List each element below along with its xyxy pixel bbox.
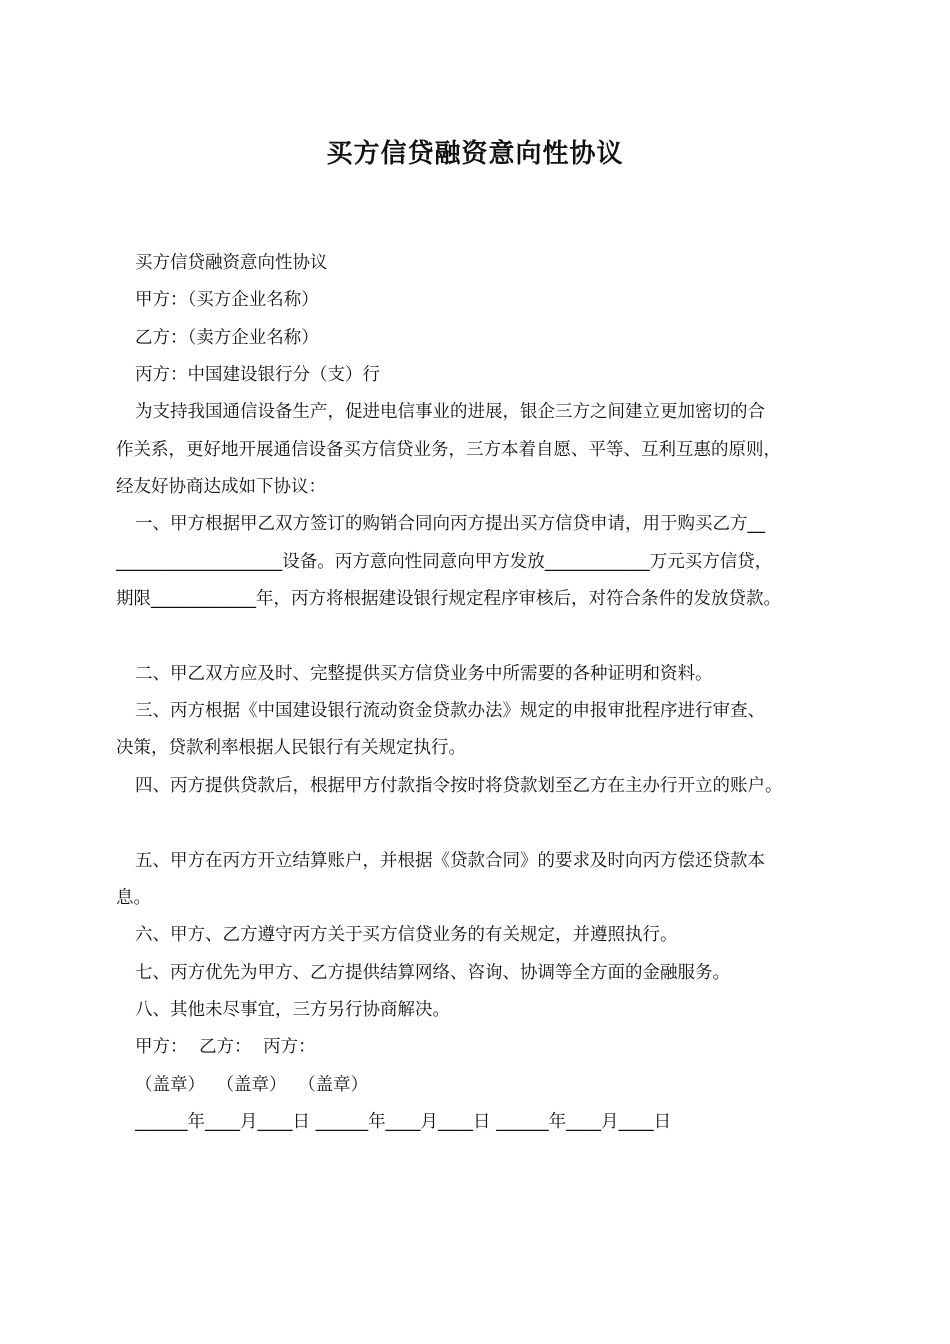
party-b: 乙方：（卖方企业名称） [135,328,319,348]
clause-8: 八、其他未尽事宜，三方另行协商解决。 [135,1000,450,1020]
intro-line-2: 作关系，更好地开展通信设备买方信贷业务，三方本着自愿、平等、互利互惠的原则， [116,440,781,460]
signature-parties: 甲方： 乙方： 丙方： [135,1037,316,1057]
clause-7: 七、丙方优先为甲方、乙方提供结算网络、咨询、协调等全方面的金融服务。 [135,963,730,983]
clause-6: 六、甲方、乙方遵守丙方关于买方信贷业务的有关规定，并遵照执行。 [135,925,678,945]
clause-1-line-2: ___________________设备。丙方意向性同意向甲方发放____________万元买方信贷， [116,552,773,572]
party-a: 甲方：（买方企业名称） [135,290,319,310]
clause-3-line-1: 三、丙方根据《中国建设银行流动资金贷款办法》规定的申报审批程序进行审查、 [135,701,765,721]
party-c: 丙方：中国建设银行分（支）行 [135,365,380,385]
document-title: 买方信贷融资意向性协议 [326,139,624,169]
clause-1-line-1: 一、甲方根据甲乙双方签订的购销合同向丙方提出买方信贷申请，用于购买乙方__ [135,514,765,534]
clause-3-line-2: 决策，贷款利率根据人民银行有关规定执行。 [116,738,466,758]
intro-line-3: 经友好协商达成如下协议： [116,477,326,497]
clause-2: 二、甲乙双方应及时、完整提供买方信贷业务中所需要的各种证明和资料。 [135,664,713,684]
seal-line: （盖章） （盖章） （盖章） [135,1075,369,1095]
clause-1-line-3: 期限____________年，丙方将根据建设银行规定程序审核后，对符合条件的发放贷款。 [116,589,781,609]
date-line: ______年____月____日 ______年____月____日 ______年____月____日 [135,1112,672,1132]
subtitle: 买方信贷融资意向性协议 [135,253,328,273]
clause-4: 四、丙方提供贷款后，根据甲方付款指令按时将贷款划至乙方在主办行开立的账户。 [135,776,783,796]
clause-5-line-2: 息。 [116,888,151,908]
intro-line-1: 为支持我国通信设备生产，促进电信事业的进展，银企三方之间建立更加密切的合 [135,402,765,422]
clause-5-line-1: 五、甲方在丙方开立结算账户，并根据《贷款合同》的要求及时向丙方偿还贷款本 [135,851,765,871]
